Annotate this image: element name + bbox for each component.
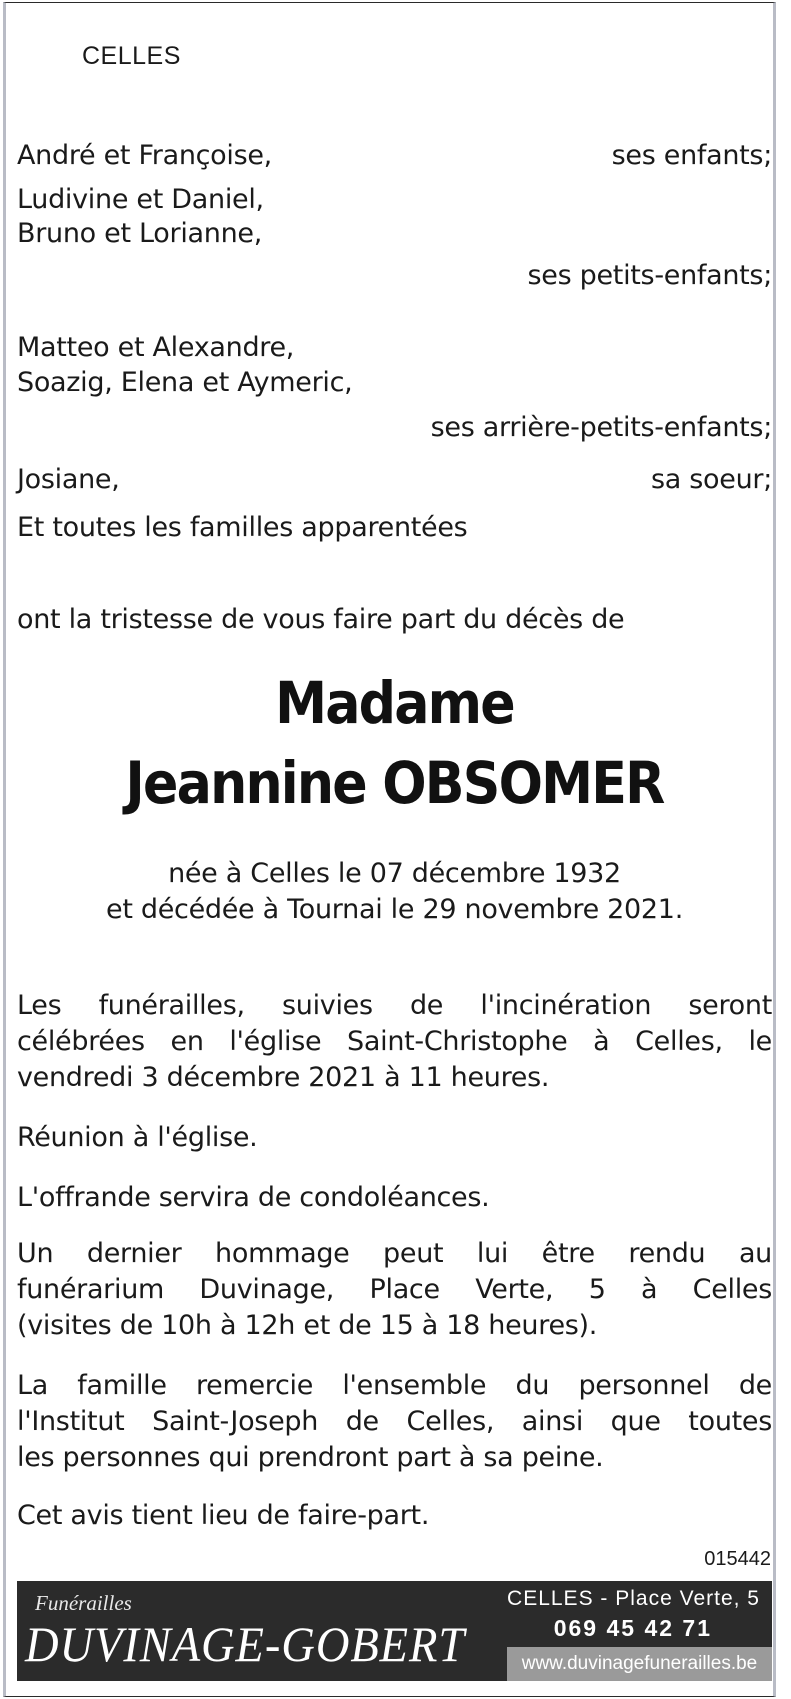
funeral-home-address: CELLES - Place Verte, 5 xyxy=(507,1587,760,1610)
deceased-name: Jeannine OBSOMER xyxy=(125,749,664,817)
thanks-paragraph xyxy=(17,1368,772,1476)
locality-heading: CELLES xyxy=(82,42,181,70)
sister-relation: sa soeur; xyxy=(650,464,772,495)
great-grandchildren-relation: ses arrière-petits-enfants; xyxy=(430,412,772,443)
offering-paragraph: L'offrande servira de condoléances. xyxy=(17,1182,490,1213)
reference-number: 015442 xyxy=(704,1548,771,1570)
funeral-home-website[interactable]: www.duvinagefunerailles.be xyxy=(507,1647,772,1681)
meeting-paragraph: Réunion à l'église. xyxy=(17,1122,258,1153)
homage-line-2: funérarium Duvinage, Place Verte, 5 à Celles xyxy=(17,1274,772,1305)
grandchildren-line-2: Bruno et Lorianne, xyxy=(17,218,262,249)
funeral-line-2: célébrées en l'église Saint-Christophe à Celles, le xyxy=(17,1026,772,1057)
homage-line-1: Un dernier hommage peut lui être rendu au xyxy=(17,1238,772,1269)
funeral-home-banner xyxy=(17,1581,772,1681)
thanks-line-1: La famille remercie l'ensemble du personnel de xyxy=(17,1370,772,1401)
death-date: et décédée à Tournai le 29 novembre 2021. xyxy=(106,894,683,925)
funeral-home-phone: 069 45 42 71 xyxy=(553,1615,712,1641)
birth-date: née à Celles le 07 décembre 1932 xyxy=(168,858,621,889)
notice-paragraph: Cet avis tient lieu de faire-part. xyxy=(17,1500,430,1531)
deceased-title: Madame xyxy=(275,669,514,737)
children-names: André et Françoise, xyxy=(17,140,272,171)
footer-tagline: Funérailles xyxy=(35,1591,132,1615)
announcement-text: ont la tristesse de vous faire part du décès de xyxy=(17,604,625,635)
funeral-home-logo: DUVINAGE-GOBERT xyxy=(25,1616,466,1672)
homage-line-3: (visites de 10h à 12h et de 15 à 18 heures). xyxy=(17,1310,598,1341)
great-grandchildren-line-1: Matteo et Alexandre, xyxy=(17,332,295,363)
homage-paragraph xyxy=(17,1236,772,1344)
grandchildren-line-1: Ludivine et Daniel, xyxy=(17,184,264,215)
other-families: Et toutes les familles apparentées xyxy=(17,512,468,543)
funeral-line-3: vendredi 3 décembre 2021 à 11 heures. xyxy=(17,1062,550,1093)
thanks-line-2: l'Institut Saint-Joseph de Celles, ainsi que toutes xyxy=(17,1406,772,1437)
children-relation: ses enfants; xyxy=(611,140,772,171)
thanks-line-3: les personnes qui prendront part à sa peine. xyxy=(17,1442,604,1473)
grandchildren-relation: ses petits-enfants; xyxy=(527,260,772,291)
funeral-line-1: Les funérailles, suivies de l'incinération seront xyxy=(17,990,772,1021)
sister-name: Josiane, xyxy=(17,464,120,495)
funeral-paragraph xyxy=(17,988,772,1096)
great-grandchildren-line-2: Soazig, Elena et Aymeric, xyxy=(17,367,353,398)
